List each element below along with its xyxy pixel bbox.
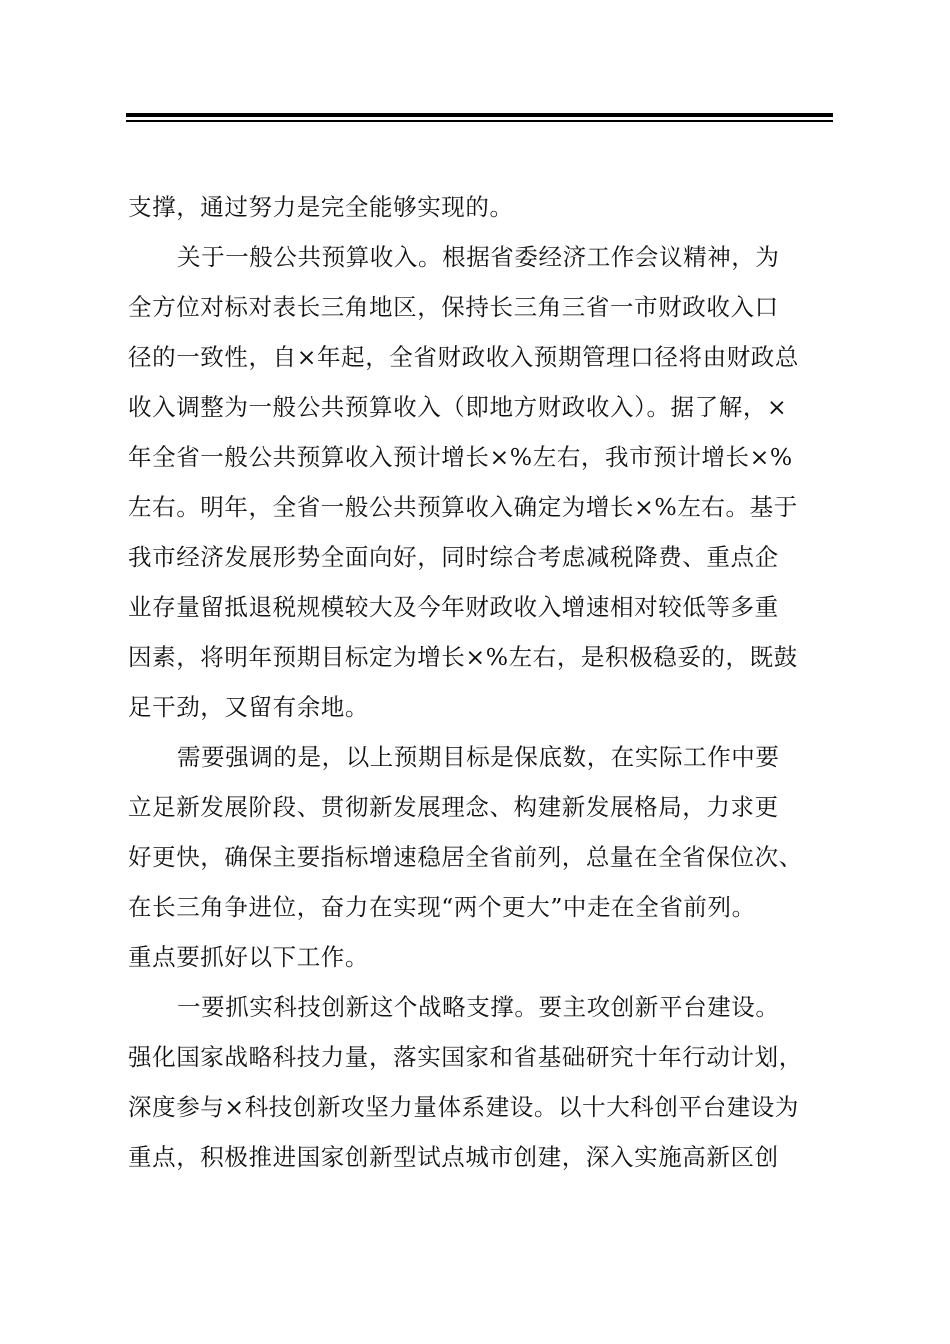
text-line: 业存量留抵退税规模较大及今年财政收入增速相对较低等多重 xyxy=(128,593,779,621)
text-line: 支撑，通过努力是完全能够实现的。 xyxy=(128,193,514,221)
header-rule-thick xyxy=(126,113,833,117)
text-line: 收入调整为一般公共预算收入（即地方财政收入）。据了解，× xyxy=(128,393,788,421)
text-line: 重点，积极推进国家创新型试点城市创建，深入实施高新区创 xyxy=(128,1143,779,1171)
text-line: 立足新发展阶段、贯彻新发展理念、构建新发展格局，力求更 xyxy=(128,793,779,821)
text-line: 深度参与×科技创新攻坚力量体系建设。以十大科创平台建设为 xyxy=(128,1093,799,1121)
text-line: 径的一致性，自×年起，全省财政收入预期管理口径将由财政总 xyxy=(128,343,799,371)
text-line: 左右。明年，全省一般公共预算收入确定为增长×%左右。基于 xyxy=(128,493,798,521)
paragraph-general-budget-revenue xyxy=(128,232,830,732)
text-line: 在长三角争进位，奋力在实现“两个更大”中走在全省前列。 xyxy=(128,893,756,921)
text-line: 年全省一般公共预算收入预计增长×%左右，我市预计增长×% xyxy=(128,443,793,471)
text-line: 好更快，确保主要指标增速稳居全省前列，总量在全省保位次、 xyxy=(128,843,803,871)
paragraph-tech-innovation xyxy=(128,982,830,1182)
text-line: 强化国家战略科技力量，落实国家和省基础研究十年行动计划， xyxy=(128,1043,803,1071)
text-line: 需要强调的是，以上预期目标是保底数，在实际工作中要 xyxy=(177,743,780,771)
document-body xyxy=(128,182,830,1182)
text-line: 一要抓实科技创新这个战略支撑。要主攻创新平台建设。 xyxy=(177,993,780,1021)
paragraph-emphasis xyxy=(128,732,830,982)
text-line: 我市经济发展形势全面向好，同时综合考虑减税降费、重点企 xyxy=(128,543,779,571)
text-line: 重点要抓好以下工作。 xyxy=(128,943,369,971)
paragraph-continuation xyxy=(128,182,830,232)
text-line: 足干劲，又留有余地。 xyxy=(128,693,369,721)
text-line: 全方位对标对表长三角地区，保持长三角三省一市财政收入口 xyxy=(128,293,779,321)
text-line: 因素，将明年预期目标定为增长×%左右，是积极稳妥的，既鼓 xyxy=(128,643,798,671)
header-rule-thin xyxy=(126,120,833,122)
text-line: 关于一般公共预算收入。根据省委经济工作会议精神，为 xyxy=(177,243,780,271)
